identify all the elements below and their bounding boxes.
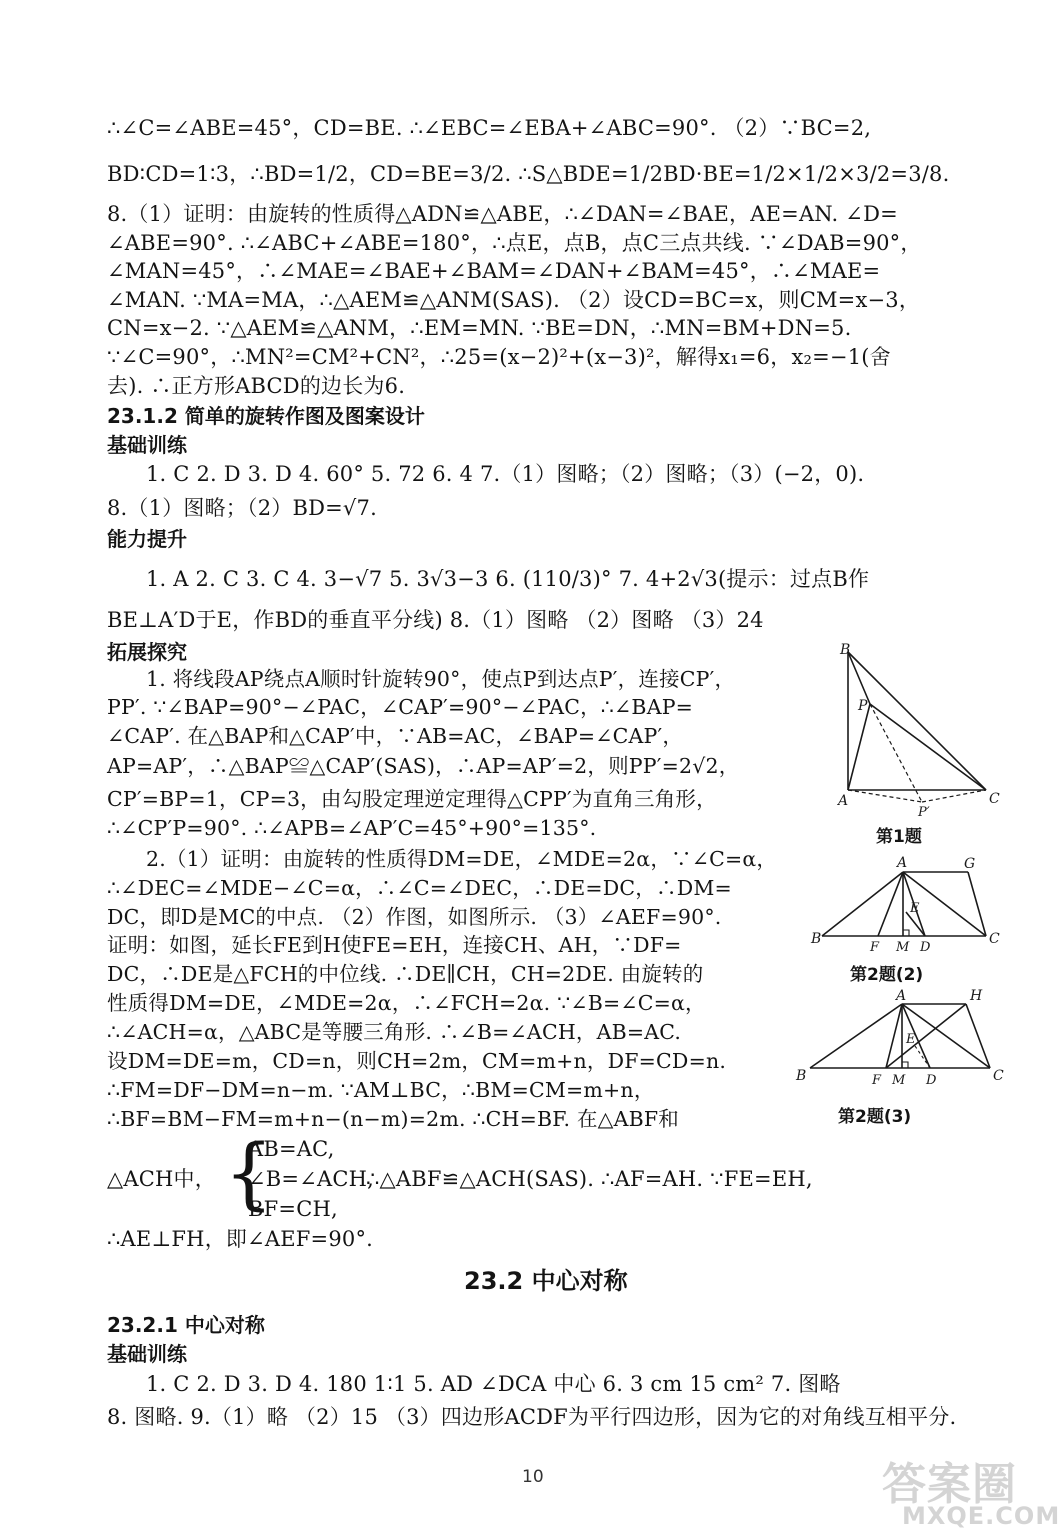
- left-brace: {: [224, 1129, 274, 1219]
- subsection-heading: 基础训练: [107, 1342, 187, 1366]
- label-e: E: [906, 1032, 916, 1047]
- watermark-url: MXQE.COM: [902, 1502, 1061, 1530]
- label-m: M: [892, 1073, 906, 1088]
- text-line: CN=x−2. ∵△AEM≌△ANM，∴EM=MN. ∵BE=DN，∴MN=BM+DN=5.: [107, 316, 852, 340]
- label-c: C: [993, 1068, 1004, 1084]
- text-line: ∴FM=DF−DM=n−m. ∵AM⊥BC，∴BM=CM=m+n，: [107, 1078, 655, 1102]
- figure-2-3: [790, 986, 1008, 1090]
- text-line: CP′=BP=1，CP=3，由勾股定理逆定理得△CPP′为直角三角形，: [107, 787, 717, 811]
- text-line: BD∶CD=1∶3，∴BD=1/2，CD=BE=3/2. ∴S△BDE=1/2BD·BE=1/2×1/2×3/2=3/8.: [107, 162, 950, 186]
- subsection-heading: 能力提升: [107, 527, 187, 551]
- figure-2-2-caption: 第2题(2): [850, 965, 924, 985]
- section-title: 23.1.2 简单的旋转作图及图案设计: [107, 404, 425, 428]
- label-a: A: [897, 855, 908, 871]
- text-line: DC，∴DE是△FCH的中位线. ∴DE∥CH，CH=2DE. 由旋转的: [107, 962, 704, 986]
- watermark-logo: 答案圈: [882, 1459, 1017, 1510]
- answer-line: BE⊥A′D于E，作BD的垂直平分线) 8.（1）图略 （2）图略 （3）24: [107, 608, 764, 632]
- text-line: ∴AE⊥FH，即∠AEF=90°.: [107, 1227, 374, 1251]
- text-line: ∴∠DEC=∠MDE−∠C=α，∴∠C=∠DEC，∴DE=DC，∴DM=: [107, 876, 732, 900]
- figure-2-3-caption: 第2题(3): [838, 1107, 912, 1127]
- segment-bp: [848, 652, 870, 704]
- segment-bc: [848, 652, 986, 790]
- answer-line: 1. A 2. C 3. C 4. 3−√7 5. 3√3−3 6. (110/3)° 7. 4+2√3(提示：过点B作: [146, 567, 870, 591]
- text-line: DC，即D是MC的中点. （2）作图，如图所示. （3）∠AEF=90°.: [107, 905, 722, 929]
- label-a: A: [838, 793, 849, 809]
- text-line: 性质得DM=DE，∠MDE=2α，∴∠FCH=2α. ∵∠B=∠C=α，: [107, 991, 706, 1015]
- text-line: ∠MAN. ∵MA=MA，∴△AEM≌△ANM(SAS). （2）设CD=BC=x，则CM=x−3，: [107, 288, 921, 312]
- text-line: ∠CAP′. 在△BAP和△CAP′中，∵AB=AC，∠BAP=∠CAP′，: [107, 724, 684, 748]
- chapter-title: 23.2 中心对称: [464, 1267, 628, 1295]
- segment-pc: [870, 704, 986, 790]
- text-line: PP′. ∵∠BAP=90°−∠PAC，∠CAP′=90°−∠PAC，∴∠BAP=: [107, 695, 694, 719]
- answer-line: 8. 图略. 9.（1）略 （2）15 （3）四边形ACDF为平行四边形，因为它的对角线互相平分.: [107, 1405, 957, 1429]
- segment-cp-prime: [922, 790, 986, 802]
- system-row: BF=CH,: [248, 1197, 338, 1221]
- text-line: 证明：如图，延长FE到H使FE=EH，连接CH、AH，∵DF=: [107, 933, 682, 957]
- answer-line: 8.（1）图略；（2）BD=√7.: [107, 496, 377, 520]
- segment-ap-prime: [848, 790, 922, 802]
- system-lead: △ACH中，: [107, 1167, 216, 1191]
- text-line: 2.（1）证明：由旋转的性质得DM=DE，∠MDE=2α，∵∠C=α，: [146, 847, 778, 871]
- label-m: M: [896, 940, 910, 952]
- label-c: C: [989, 931, 1000, 947]
- system-row: ∠B=∠ACH,: [248, 1167, 375, 1191]
- text-line: 设DM=DE=m，CD=n，则CH=2m，CM=m+n，DF=CD=n.: [107, 1049, 727, 1073]
- text-line: ∴BF=BM−FM=m+n−(n−m)=2m. ∴CH=BF. 在△ABF和: [107, 1107, 680, 1131]
- label-b: B: [840, 642, 851, 658]
- system-conclusion: ∴△ABF≌△ACH(SAS). ∴AF=AH. ∵FE=EH,: [366, 1167, 813, 1191]
- answer-line: 1. C 2. D 3. D 4. 180 1∶1 5. AD ∠DCA 中心 6. 3 cm 15 cm² 7. 图略: [146, 1372, 841, 1396]
- label-p-prime: P′: [918, 805, 930, 820]
- text-line: ∴∠CP′P=90°. ∴∠APB=∠AP′C=45°+90°=135°.: [107, 816, 597, 840]
- figure-1-caption: 第1题: [876, 827, 922, 847]
- text-line: AP=AP′，∴△BAP≌△CAP′(SAS)，∴AP=AP′=2，则PP′=2√2，: [107, 754, 740, 778]
- text-line: ∴∠ACH=α，△ABC是等腰三角形. ∴∠B=∠ACH，AB=AC.: [107, 1020, 682, 1044]
- subsection-heading: 基础训练: [107, 433, 187, 457]
- label-b: B: [811, 931, 822, 947]
- segment-ap: [848, 704, 870, 790]
- text-line: ∠MAN=45°，∴∠MAE=∠BAE+∠BAM=∠DAN+∠BAM=45°，∴∠MAE=: [107, 259, 881, 283]
- label-f: F: [872, 1073, 882, 1088]
- text-line: 去). ∴正方形ABCD的边长为6.: [107, 374, 406, 398]
- page-number: 10: [522, 1467, 544, 1487]
- answer-line: 1. C 2. D 3. D 4. 60° 5. 72 6. 4 7.（1）图略；（2）图略；（3）(−2，0).: [146, 462, 865, 486]
- figure-1: [826, 640, 1006, 820]
- text-line: ∴∠C=∠ABE=45°，CD=BE. ∴∠EBC=∠EBA+∠ABC=90°. （2）∵BC=2,: [107, 116, 872, 140]
- text-line: 1. 将线段AP绕点A顺时针旋转90°，使点P到达点P′，连接CP′，: [146, 667, 736, 691]
- label-b: B: [796, 1068, 807, 1084]
- figure-2-2: [808, 852, 1008, 952]
- section-title: 23.2.1 中心对称: [107, 1313, 265, 1337]
- label-e: E: [910, 901, 920, 916]
- right-angle-mark: [902, 1062, 908, 1068]
- label-f: F: [870, 940, 880, 952]
- label-p: P: [858, 698, 868, 714]
- label-h: H: [970, 988, 983, 1004]
- system-row: AB=AC,: [248, 1137, 335, 1161]
- label-a: A: [896, 988, 907, 1004]
- text-line: ∵∠C=90°，∴MN²=CM²+CN²，∴25=(x−2)²+(x−3)²，解得x₁=6，x₂=−1(舍: [107, 345, 891, 369]
- text-line: ∠ABE=90°. ∴∠ABC+∠ABE=180°，∴点E，点B，点C三点共线. ∵∠DAB=90°，: [107, 231, 922, 255]
- segment-gc: [968, 872, 986, 936]
- text-line: 8.（1）证明：由旋转的性质得△ADN≌△ABE，∴∠DAN=∠BAE，AE=AN. ∠D=: [107, 202, 898, 226]
- label-d: D: [920, 940, 931, 952]
- label-g: G: [964, 856, 976, 872]
- right-angle-mark: [903, 930, 909, 936]
- label-d: D: [926, 1073, 937, 1088]
- subsection-heading: 拓展探究: [107, 640, 187, 664]
- label-c: C: [989, 791, 1000, 807]
